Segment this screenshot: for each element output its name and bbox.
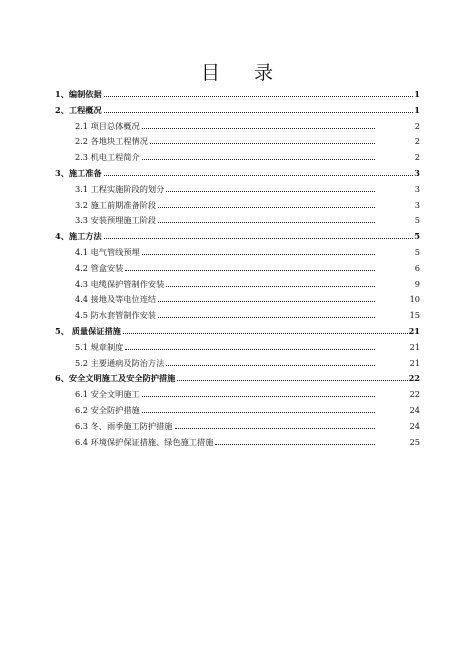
toc-dot-leader [104, 96, 414, 97]
toc-entry[interactable] [75, 385, 420, 399]
toc-entry-label: 2.3 机电工程简介 [75, 152, 140, 163]
toc-entry-page-number: 1 [414, 89, 420, 99]
toc-dot-leader [215, 444, 374, 445]
toc-entry-page-number: 6 [414, 262, 420, 273]
toc-dot-leader [177, 380, 407, 381]
toc-dot-leader [166, 191, 375, 192]
toc-dot-leader [142, 254, 375, 255]
toc-entry-page-number: 1 [414, 104, 420, 115]
toc-entry-page-number: 15 [409, 310, 420, 321]
toc-dot-leader [158, 301, 374, 302]
toc-dot-leader [142, 396, 375, 397]
toc-entry-page-number: 22 [409, 389, 420, 400]
toc-entry-label: 2.1 项目总体概况 [75, 120, 140, 131]
toc-entry-label: 3.2 施工前期准备阶段 [75, 199, 157, 210]
toc-entry-label: 4.3 电缆保护管制作安装 [75, 278, 165, 289]
toc-entry[interactable] [75, 132, 420, 146]
toc-entry-label: 2.2 各地块工程情况 [75, 136, 148, 147]
toc-entry-page-number: 5 [414, 247, 420, 257]
toc-dot-leader [123, 333, 408, 334]
toc-entry[interactable] [75, 417, 420, 431]
toc-entry-page-number: 2 [414, 120, 420, 131]
toc-entry[interactable] [75, 290, 420, 304]
toc-entry[interactable] [75, 117, 420, 131]
toc-entry[interactable] [75, 275, 420, 289]
toc-entry-label: 6.2 安全防护措施 [75, 405, 140, 415]
toc-entry-page-number: 3 [414, 183, 420, 194]
toc-entry-label: 3.3 安装预埋施工阶段 [75, 215, 157, 226]
toc-entry-page-number: 25 [409, 436, 420, 447]
toc-dot-leader [166, 365, 374, 366]
toc-dot-leader [150, 143, 375, 144]
toc-dot-leader [142, 159, 375, 160]
toc-dot-leader [158, 317, 374, 318]
toc-entry-page-number: 22 [408, 373, 420, 384]
toc-entry-page-number: 2 [414, 136, 420, 147]
toc-dot-leader [104, 175, 414, 176]
toc-entry[interactable] [55, 227, 420, 241]
toc-entry-page-number: 9 [414, 278, 420, 289]
toc-entry[interactable] [75, 354, 420, 368]
toc-entry[interactable] [75, 259, 420, 273]
toc-entry-page-number: 21 [409, 357, 420, 368]
toc-entry[interactable] [55, 85, 420, 99]
toc-dot-leader [158, 207, 375, 208]
toc-entry-label: 6.3 冬、雨季施工防护措施 [75, 420, 173, 431]
toc-entry-page-number: 10 [409, 294, 420, 305]
toc-entry-label: 5.1 规章制度 [75, 341, 124, 352]
toc-dot-leader [142, 412, 375, 413]
toc-entry-label: 6、安全文明施工及安全防护措施 [55, 373, 176, 384]
toc-entry[interactable] [55, 369, 420, 383]
toc-title: 目 录 [200, 62, 288, 84]
toc-entry-page-number: 5 [414, 215, 420, 226]
toc-entry[interactable] [75, 306, 420, 320]
toc-dot-leader [104, 238, 414, 239]
toc-entry-page-number: 24 [409, 405, 420, 415]
toc-entry[interactable] [75, 401, 420, 415]
toc-entry[interactable] [75, 338, 420, 352]
toc-dot-leader [158, 222, 375, 223]
toc-entry-label: 3、施工准备 [55, 168, 102, 178]
toc-entry-page-number: 3 [414, 168, 420, 178]
toc-entry-label: 5、 质量保证措施 [55, 326, 121, 336]
toc-entry[interactable] [55, 322, 420, 336]
toc-dot-leader [175, 428, 375, 429]
toc-entry-label: 2、工程概况 [55, 104, 102, 115]
toc-entry-label: 4.5 防水套管制作安装 [75, 310, 157, 321]
toc-entry[interactable] [75, 211, 420, 225]
toc-entry-label: 4.4 接地及等电位连结 [75, 294, 157, 305]
toc-entry[interactable] [55, 164, 420, 178]
toc-entry[interactable] [75, 148, 420, 162]
toc-entry[interactable] [75, 180, 420, 194]
toc-entry-page-number: 24 [409, 420, 420, 431]
toc-entry[interactable] [75, 243, 420, 257]
toc-entry-page-number: 2 [414, 152, 420, 163]
toc-entry-label: 3.1 工程实施阶段的划分 [75, 183, 165, 194]
toc-entry-label: 4.2 管盒安装 [75, 262, 124, 273]
toc-entry-page-number: 21 [409, 341, 420, 352]
toc-entry[interactable] [75, 433, 420, 447]
toc-dot-leader [166, 286, 375, 287]
toc-entry-page-number: 21 [408, 326, 420, 336]
toc-entry-label: 1、编制依据 [55, 89, 102, 99]
toc-entry-label: 4.1 电气管线预埋 [75, 247, 140, 257]
toc-dot-leader [125, 270, 375, 271]
toc-entry[interactable] [55, 101, 420, 115]
toc-dot-leader [104, 112, 414, 113]
toc-entry-label: 6.4 环境保护保证措施、绿色施工措施 [75, 436, 214, 447]
toc-entry-label: 5.2 主要通病及防治方法 [75, 357, 165, 368]
toc-dot-leader [125, 349, 374, 350]
toc-entry-label: 4、施工方法 [55, 231, 102, 242]
toc-entry[interactable] [75, 196, 420, 210]
toc-entry-page-number: 3 [414, 199, 420, 210]
toc-entry-label: 6.1 安全文明施工 [75, 389, 140, 400]
toc-dot-leader [142, 128, 375, 129]
toc-entry-page-number: 5 [414, 231, 420, 242]
